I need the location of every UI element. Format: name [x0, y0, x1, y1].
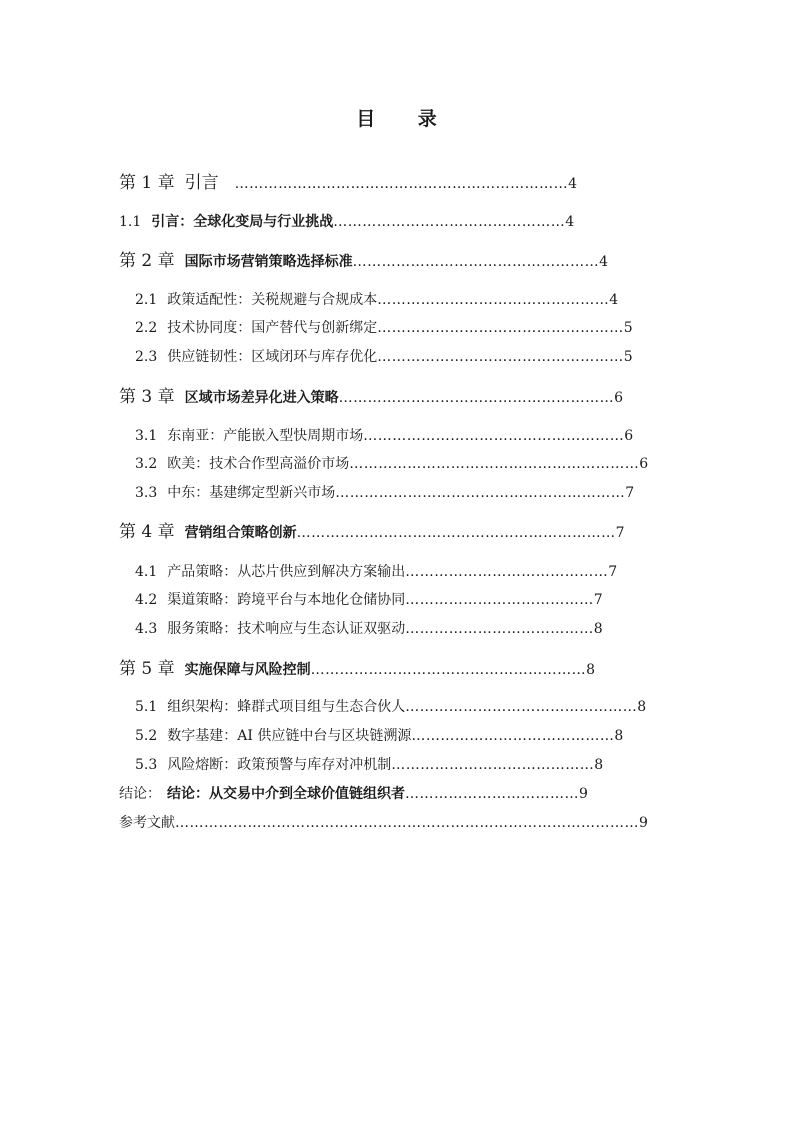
toc-entry-2-1[interactable] [135, 293, 618, 307]
dot-leader: …………………………………………………………………………………… [175, 815, 639, 831]
page-number: 7 [625, 485, 635, 501]
entry-title: 数字基建：AI 供应链中台与区块链溯源 [167, 728, 412, 744]
dot-leader: ………………………………………… [405, 699, 638, 715]
page-number: 9 [639, 815, 648, 831]
entry-title: 风险熔断：政策预警与库存对冲机制 [167, 757, 392, 773]
dot-leader: ………………………………………………… [310, 662, 587, 678]
page-number: 9 [579, 786, 588, 802]
toc-entry-3-2[interactable] [135, 457, 648, 471]
dot-leader: …………………………………………… [377, 349, 624, 365]
entry-number: 2.1 [135, 292, 158, 308]
entry-title: 中东：基建绑定型新兴市场 [167, 485, 336, 501]
entry-number: 2.2 [135, 320, 158, 336]
entry-title: 结论：从交易中介到全球价值链组织者 [167, 786, 405, 802]
entry-number: 5.1 [135, 699, 158, 715]
toc-entry-references[interactable] [119, 816, 648, 830]
dot-leader: ……………………………… [405, 786, 579, 802]
toc-entry-3-3[interactable] [135, 486, 634, 500]
page-number: 6 [624, 428, 634, 444]
entry-title: 引言：全球化变局与行业挑战 [151, 214, 334, 230]
dot-leader: ………………………………………………………… [296, 525, 616, 541]
dot-leader: ………………………………… [405, 621, 594, 637]
page-number: 5 [623, 349, 633, 365]
page-number: 6 [639, 456, 649, 472]
page-number: 4 [609, 292, 619, 308]
entry-number: 5.2 [135, 728, 158, 744]
toc-entry-4-2[interactable] [135, 593, 603, 607]
entry-title: 营销组合策略创新 [184, 525, 297, 541]
dot-leader: …………………………………………………………… [234, 176, 569, 192]
entry-number: 第 2 章 [119, 251, 175, 271]
page-number: 6 [614, 390, 624, 406]
entry-title: 技术协同度：国产替代与创新绑定 [167, 320, 378, 336]
dot-leader: ……………………………………………… [363, 428, 625, 444]
page-number: 7 [608, 564, 618, 580]
toc-entry-3-1[interactable] [135, 429, 633, 443]
entry-number: 结论： [119, 786, 161, 802]
toc-entry-5-3[interactable] [135, 758, 603, 772]
entry-number: 第 5 章 [119, 659, 175, 679]
dot-leader: …………………………………………… [377, 320, 624, 336]
toc-entry-5-2[interactable] [135, 729, 623, 743]
entry-title: 供应链韧性：区域闭环与库存优化 [167, 349, 378, 365]
page-number: 8 [594, 757, 604, 773]
toc-entry-4-1[interactable] [135, 565, 617, 579]
page-number: 8 [593, 621, 603, 637]
page-number: 8 [614, 728, 624, 744]
dot-leader: …………………………………… [411, 728, 615, 744]
entry-number: 4.1 [135, 564, 158, 580]
dot-leader: …………………………………………………… [349, 456, 640, 472]
entry-number: 2.3 [135, 349, 158, 365]
toc-entry-chapter-4[interactable] [119, 524, 625, 541]
toc-entry-5-1[interactable] [135, 700, 646, 714]
toc-entry-chapter-1[interactable] [119, 175, 577, 192]
dot-leader: ………………………………………………… [338, 390, 615, 406]
entry-title: 欧美：技术合作型高溢价市场 [167, 456, 350, 472]
entry-number: 4.3 [135, 621, 158, 637]
entry-number: 4.2 [135, 592, 158, 608]
entry-title: 政策适配性：关税规避与合规成本 [167, 292, 378, 308]
dot-leader: …………………………………………… [352, 254, 600, 270]
entry-number: 3.2 [135, 456, 158, 472]
entry-title: 国际市场营销策略选择标准 [184, 254, 353, 270]
entry-number: 3.1 [135, 428, 158, 444]
dot-leader: …………………………………… [391, 757, 595, 773]
entry-title: 参考文献 [119, 815, 175, 831]
page-number: 4 [565, 214, 575, 230]
toc-entry-chapter-3[interactable] [119, 389, 623, 406]
dot-leader: ………………………………………… [333, 214, 566, 230]
page-number: 7 [593, 592, 603, 608]
entry-title: 引言 [184, 173, 219, 193]
entry-number: 第 1 章 [119, 173, 175, 193]
entry-title: 渠道策略：跨境平台与本地化仓储协同 [167, 592, 406, 608]
dot-leader: …………………………………………………… [335, 485, 626, 501]
page-number: 5 [623, 320, 633, 336]
entry-number: 第 3 章 [119, 387, 175, 407]
toc-entry-1-1[interactable] [119, 215, 574, 229]
entry-number: 3.3 [135, 485, 158, 501]
entry-title: 产品策略：从芯片供应到解决方案输出 [167, 564, 406, 580]
entry-number: 1.1 [119, 214, 142, 230]
entry-title: 服务策略：技术响应与生态认证双驱动 [167, 621, 406, 637]
dot-leader: ………………………………………… [377, 292, 610, 308]
page-number: 8 [637, 699, 647, 715]
entry-title: 区域市场差异化进入策略 [184, 390, 339, 406]
entry-number: 5.3 [135, 757, 158, 773]
entry-title: 组织架构：蜂群式项目组与生态合伙人 [167, 699, 406, 715]
page-title: 目 录 [356, 108, 455, 130]
toc-entry-conclusion[interactable] [119, 787, 588, 801]
entry-title: 实施保障与风险控制 [184, 662, 311, 678]
page-number: 4 [599, 254, 609, 270]
toc-entry-2-2[interactable] [135, 321, 633, 335]
toc-entry-chapter-5[interactable] [119, 661, 595, 678]
page-number: 7 [615, 525, 625, 541]
page-number: 8 [586, 662, 596, 678]
entry-title: 东南亚：产能嵌入型快周期市场 [167, 428, 364, 444]
dot-leader: ………………………………… [405, 592, 594, 608]
dot-leader: …………………………………… [405, 564, 609, 580]
page-number: 4 [568, 176, 578, 192]
toc-entry-2-3[interactable] [135, 350, 633, 364]
entry-number: 第 4 章 [119, 522, 175, 542]
toc-entry-chapter-2[interactable] [119, 253, 608, 270]
toc-entry-4-3[interactable] [135, 622, 603, 636]
